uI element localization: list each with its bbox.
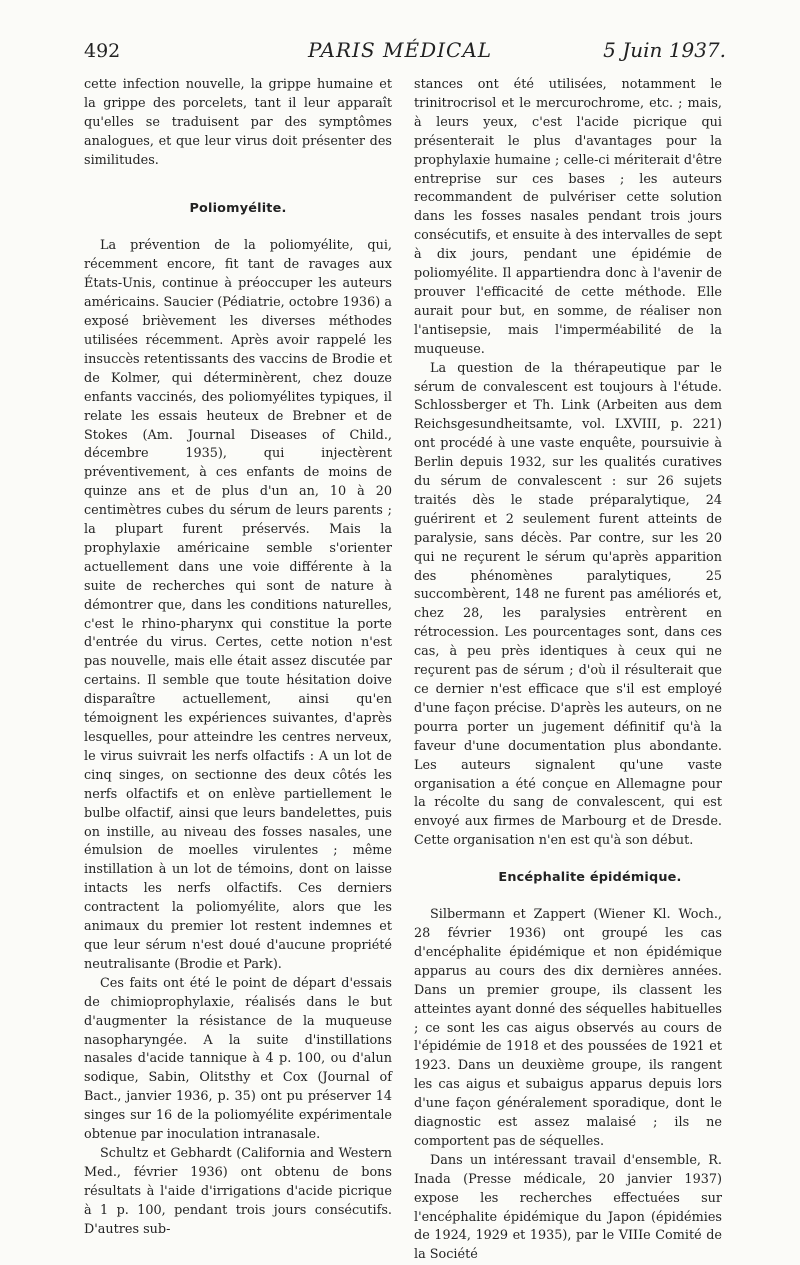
right-column xyxy=(414,76,722,1265)
issue-date: 5 Juin 1937. xyxy=(603,38,726,62)
paragraph-continued: stances ont été utilisées, notamment le trinitrocrisol et le mercurochrome, etc. ; mais, à leurs yeux, c'est l'acide picrique qui présenterait le plus d'avantages pour la prophylaxie humaine ; celle-ci mériterait d'être entreprise sur ces bases ; les auteurs recommandent de pulvériser cette solution dans les fosses nasales pendant trois jours consécutifs, et ensuite à des intervalles de sept à dix jours, pendant une épidémie de poliomyélite. Il appartiendra donc à l'avenir de prouver l'efficacité de cette méthode. Elle aurait pour but, en somme, de réaliser non l'antisepsie, mais l'imperméabilité de la muqueuse. xyxy=(414,77,722,357)
journal-title: PARIS MÉDICAL xyxy=(307,38,493,62)
section-heading-encephalite: Encéphalite épidémique. xyxy=(498,870,682,886)
paragraph-polio-1: La prévention de la poliomyélite, qui, récemment encore, fit tant de ravages aux États-Unis, continue à préoccuper les auteurs américains. Saucier (Pédiatrie, octobre 1936) a exposé brièvement les diverses méthodes utilisées récemment. Après avoir rappelé les insuccès retentissants des vaccins de Brodie et de Kolmer, qui déterminèrent, chez douze enfants vaccinés, des poliomyélites typiques, il relate les essais heuteux de Brebner et de Stokes (Am. Journal Diseases of Child., décembre 1935), qui injectèrent préventivement, à ces enfants de moins de quinze ans et de plus d'un an, 10 à 20 centimètres cubes du sérum de leurs parents ; la plupart furent préservés. Mais la prophylaxie américaine semble s'orienter actuellement dans une voie différente à la suite de recherches qui sont de nature à démontrer que, dans les conditions naturelles, c'est le rhino-pharynx qui constitue la porte d'entrée du virus. Certes, cette notion n'est pas nouvelle, mais elle était assez discutée par certains. Il semble que toute hésitation doive disparaître actuellement, ainsi qu'en témoignent les expériences suivantes, d'après lesquelles, pour atteindre les centres nerveux, le virus suivrait les nerfs olfactifs : A un lot de cinq singes, on sectionne des deux côtés les nerfs olfactifs et on enlève partiellement le bulbe olfactif, ainsi que leurs bandelettes, puis on instille, au niveau des fosses nasales, une émulsion de moelles virulentes ; même instillation à un lot de témoins, dont on laisse intacts les nerfs olfactifs. Ces derniers contractent la poliomyélite, alors que les animaux du premier lot restent indemnes et que leur sérum n'est doué d'aucune propriété neutralisante (Brodie et Park). xyxy=(84,238,392,972)
page-header xyxy=(0,0,800,80)
paragraph-polio-2: Ces faits ont été le point de départ d'essais de chimioprophylaxie, réalisés dans le but d'augmenter la résistance de la muqueuse nasopharyngée. A la suite d'instillations nasales d'acide tannique à 4 p. 100, ou d'alun sodique, Sabin, Olitsthy et Cox (Journal of Bact., janvier 1936, p. 35) ont pu préserver 14 singes sur 16 de la poliomyélite expérimentale obtenue par inoculation intranasale. xyxy=(84,975,392,1143)
paragraph-encephalite-1: Silbermann et Zappert (Wiener Kl. Woch., 28 février 1936) ont groupé les cas d'encéphalite épidémique et non épidémique apparus au cours des dix dernières années. Dans un premier groupe, ils classent les atteintes ayant donné des séquelles habituelles ; ce sont les cas aigus observés au cours de l'épidémie de 1918 et des poussées de 1921 et 1923. Dans un deuxième groupe, ils rangent les cas aigus et subaigus apparus depuis lors d'une façon généralement sporadique, dont le diagnostic est assez malaisé ; ils ne comportent pas de séquelles. xyxy=(414,907,722,1149)
paragraph-serum: La question de la thérapeutique par le sérum de convalescent est toujours à l'étude. Schlossberger et Th. Link (Arbeiten aus dem Reichsgesundheitsamte, vol. LXVIII, p. 221) ont procédé à une vaste enquête, poursuivie à Berlin depuis 1932, sur les qualités curatives du sérum de convalescent : sur 26 sujets traités dès le stade préparalytique, 24 guérirent et 2 seulement furent atteints de paralysie, sans décès. Par contre, sur les 20 qui ne reçurent le sérum qu'après apparition des phénomènes paralytiques, 25 succombèrent, 148 ne furent pas améliorés et, chez 28, les paralysies entrèrent en rétrocession. Les pourcentages sont, dans ces cas, à peu près identiques à ceux qui ne reçurent pas de sérum ; d'où il résulterait que ce dernier n'est efficace que s'il est employé d'une façon précise. D'après les auteurs, on ne pourra porter un jugement définitif qu'à la faveur d'une documentation plus abondante. Les auteurs signalent qu'une vaste organisation a été conçue en Allemagne pour la récolte du sang de convalescent, qui est envoyé aux firmes de Marbourg et de Dresde. Cette organisation n'en est qu'à son début. xyxy=(414,360,722,849)
paragraph-encephalite-2: Dans un intéressant travail d'ensemble, R. Inada (Presse médicale, 20 janvier 1937) expose les recherches effectuées sur l'encéphalite épidémique du Japon (épidémies de 1924, 1929 et 1935), par le VIIIe Comité de la Société xyxy=(414,1152,722,1263)
page-number: 492 xyxy=(84,40,121,62)
paragraph-polio-3: Schultz et Gebhardt (California and Western Med., février 1936) ont obtenu de bons résultats à l'aide d'irrigations d'acide picrique à 1 p. 100, pendant trois jours consécutifs. D'autres sub- xyxy=(84,1145,392,1237)
left-column xyxy=(84,76,392,1239)
paragraph-intro: cette infection nouvelle, la grippe humaine et la grippe des porcelets, tant il leur apparaît qu'elles se traduisent par des symptômes analogues, et que leur virus doit présenter des similitudes. xyxy=(84,77,392,168)
section-heading-poliomyelite: Poliomyélite. xyxy=(189,200,287,216)
